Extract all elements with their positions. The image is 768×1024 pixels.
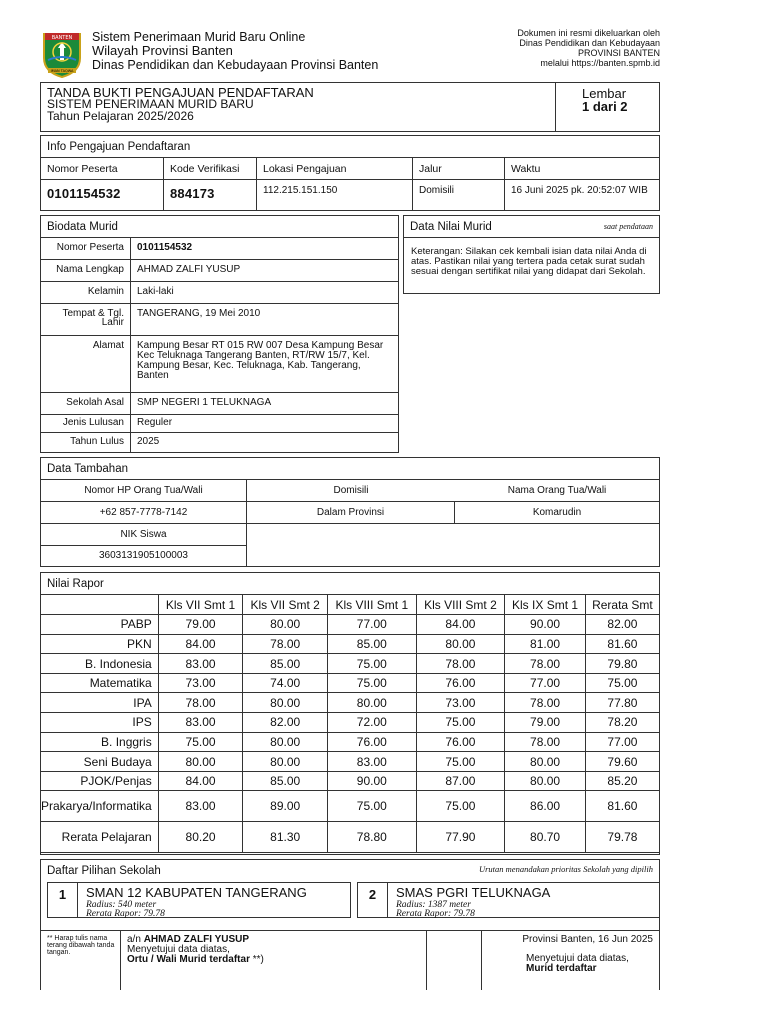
parent-phone-header: Nomor HP Orang Tua/Wali	[41, 480, 247, 502]
subject-name: Rerata Pelajaran	[41, 822, 158, 853]
subject-name: B. Inggris	[41, 732, 158, 752]
info-header: Waktu	[505, 158, 659, 180]
on-behalf-prefix: a/n	[127, 934, 141, 945]
grade-value: 75.00	[585, 673, 659, 693]
grade-value: 78.00	[243, 634, 328, 654]
choice-radius: Radius: 1387 meter	[396, 900, 471, 910]
bio-row	[41, 304, 398, 336]
bio-value: Kampung Besar RT 015 RW 007 Desa Kampung Besar Kec Teluknaga Tangerang Banten, RT/RW 15/7, Kel. Kampung Besar, Kec. Teluknaga, Kab. Tangerang, Banten	[137, 340, 384, 381]
banten-emblem-icon	[40, 30, 84, 78]
column-header: Kls VII Smt 1	[158, 595, 243, 615]
domicile-value: Dalam Provinsi	[247, 502, 455, 524]
submission-info-section	[40, 135, 660, 211]
header-agency: Dinas Pendidikan dan Kebudayaan Provinsi Banten	[92, 58, 379, 72]
subject-name: Seni Budaya	[41, 752, 158, 772]
grade-value: 77.00	[505, 673, 586, 693]
grade-value: 79.78	[585, 822, 659, 853]
grade-value: 80.00	[243, 615, 328, 635]
grade-value: 85.00	[327, 634, 416, 654]
bio-value: 2025	[137, 436, 160, 447]
grade-value: 83.00	[158, 654, 243, 674]
grade-value: 77.90	[416, 822, 505, 853]
grade-value: 78.00	[505, 693, 586, 713]
grade-value: 84.00	[158, 771, 243, 791]
column-header: Rerata Smt	[585, 595, 659, 615]
column-header: Kls VIII Smt 2	[416, 595, 505, 615]
grade-value: 80.20	[158, 822, 243, 853]
bio-row	[41, 433, 398, 452]
grade-value: 78.00	[505, 732, 586, 752]
choice-number: 2	[358, 883, 388, 917]
grade-value: 80.00	[505, 752, 586, 772]
grade-value: 90.00	[505, 615, 586, 635]
bio-row	[41, 336, 398, 393]
subject-name: PKN	[41, 634, 158, 654]
grade-value: 73.00	[416, 693, 505, 713]
grade-value: 84.00	[158, 634, 243, 654]
grade-value: 78.00	[158, 693, 243, 713]
grade-value: 80.00	[243, 752, 328, 772]
header-issuer-agency: Dinas Pendidikan dan Kebudayaan	[519, 38, 660, 48]
student-biodata-section	[40, 215, 399, 453]
info-value: 112.215.151.150	[263, 185, 338, 196]
column-header: Kls VII Smt 2	[243, 595, 328, 615]
signature-section	[40, 930, 660, 990]
section-title: Data Tambahan	[41, 458, 659, 480]
grade-value: 73.00	[158, 673, 243, 693]
grade-value: 79.60	[585, 752, 659, 772]
school-choice-item	[357, 882, 659, 918]
sign-place-date: Provinsi Banten, 16 Jun 2025	[522, 934, 653, 945]
grade-value: 75.00	[327, 791, 416, 822]
grade-value: 75.00	[416, 791, 505, 822]
grade-value: 80.00	[158, 752, 243, 772]
info-waktu	[505, 158, 659, 210]
info-kode-verifikasi	[164, 158, 257, 210]
subject-name: PABP	[41, 615, 158, 635]
choice-number: 1	[48, 883, 78, 917]
grade-value: 80.70	[505, 822, 586, 853]
grade-value: 78.80	[327, 822, 416, 853]
grade-value: 79.00	[158, 615, 243, 635]
bio-label: Nomor Peserta	[41, 238, 131, 259]
subject-name: Prakarya/Informatika	[41, 791, 158, 822]
sheet-label: Lembar	[582, 86, 627, 101]
grade-value: 90.00	[327, 771, 416, 791]
grade-row	[41, 732, 659, 752]
section-title: Nilai Rapor	[41, 573, 659, 595]
grade-row	[41, 615, 659, 635]
choice-average: Rerata Rapor: 79.78	[86, 909, 165, 919]
student-role: Murid terdaftar	[526, 963, 597, 974]
grade-value: 81.00	[505, 634, 586, 654]
parent-approval-text: Menyetujui data diatas,	[127, 944, 230, 955]
bio-label: Sekolah Asal	[41, 393, 131, 414]
grade-value: 89.00	[243, 791, 328, 822]
grade-value: 85.20	[585, 771, 659, 791]
grade-value: 83.00	[327, 752, 416, 772]
domicile-header: Domisili	[247, 480, 455, 502]
grade-value: 87.00	[416, 771, 505, 791]
section-title: Data Nilai Murid	[404, 216, 659, 238]
column-header: Kls VIII Smt 1	[327, 595, 416, 615]
grade-row	[41, 822, 659, 853]
grade-value: 84.00	[416, 615, 505, 635]
report-grades-section	[40, 572, 660, 855]
parent-role: Ortu / Wali Murid terdaftar	[127, 954, 250, 965]
bio-row	[41, 415, 398, 433]
bio-value: 0101154532	[137, 242, 193, 253]
info-value: 884173	[170, 186, 215, 201]
column-header	[41, 595, 158, 615]
bio-label: Kelamin	[41, 282, 131, 303]
bio-row	[41, 238, 398, 260]
grade-value: 86.00	[505, 791, 586, 822]
logo-text-top: BANTEN	[51, 35, 73, 41]
signature-note: ** Harap tulis nama terang dibawah tanda tangan.	[41, 931, 121, 990]
bio-label: Tahun Lulus	[41, 433, 131, 452]
grade-value: 81.60	[585, 791, 659, 822]
parent-name-header: Nama Orang Tua/Wali	[455, 480, 659, 502]
bio-value: AHMAD ZALFI YUSUP	[137, 264, 241, 275]
subject-name: PJOK/Penjas	[41, 771, 158, 791]
grade-value: 83.00	[158, 713, 243, 733]
grade-row	[41, 771, 659, 791]
grade-value: 80.00	[416, 634, 505, 654]
bio-row	[41, 260, 398, 282]
grade-row	[41, 693, 659, 713]
header-issuer-province: PROVINSI BANTEN	[577, 48, 660, 58]
section-title: Info Pengajuan Pendaftaran	[41, 136, 659, 158]
header-issuer-url: melalui https://banten.spmb.id	[540, 58, 660, 68]
bio-value: Laki-laki	[137, 286, 174, 297]
grade-value: 78.00	[505, 654, 586, 674]
grade-row	[41, 752, 659, 772]
grade-value: 75.00	[327, 654, 416, 674]
grade-value: 80.00	[243, 693, 328, 713]
grade-value: 80.00	[243, 732, 328, 752]
bio-label: Jenis Lulusan	[41, 415, 131, 432]
section-title: Daftar Pilihan Sekolah	[47, 865, 161, 877]
grade-value: 77.00	[327, 615, 416, 635]
subject-name: B. Indonesia	[41, 654, 158, 674]
bio-value: SMP NEGERI 1 TELUKNAGA	[137, 397, 272, 408]
choice-school-name: SMAN 12 KABUPATEN TANGERANG	[86, 885, 307, 900]
school-choice-item	[47, 882, 351, 918]
info-lokasi	[257, 158, 413, 210]
document-title-box	[40, 82, 660, 132]
grade-data-note: saat pendataan	[603, 222, 653, 231]
grade-value: 74.00	[243, 673, 328, 693]
parent-role-mark: **)	[252, 954, 264, 965]
document-title: TANDA BUKTI PENGAJUAN PENDAFTARAN	[47, 85, 314, 100]
table-header-row	[41, 595, 659, 615]
parent-signature-block	[121, 931, 427, 990]
choice-average: Rerata Rapor: 79.78	[396, 909, 475, 919]
grade-value: 82.00	[243, 713, 328, 733]
sheet-value: 1 dari 2	[582, 99, 628, 114]
header-region: Wilayah Provinsi Banten	[92, 43, 233, 58]
info-jalur	[413, 158, 505, 210]
subject-name: IPS	[41, 713, 158, 733]
grade-value: 75.00	[327, 673, 416, 693]
info-header: Jalur	[413, 158, 504, 180]
grade-value: 85.00	[243, 654, 328, 674]
info-value: 16 Juni 2025 pk. 20:52:07 WIB	[511, 185, 648, 196]
grade-row	[41, 791, 659, 822]
parent-name-value: Komarudin	[455, 502, 659, 524]
grade-value: 79.00	[505, 713, 586, 733]
header-system-name: Sistem Penerimaan Murid Baru Online	[92, 30, 306, 44]
bio-value: Reguler	[137, 417, 173, 428]
grade-row	[41, 713, 659, 733]
bio-row	[41, 282, 398, 304]
section-title: Biodata Murid	[41, 216, 398, 238]
grade-value: 75.00	[416, 752, 505, 772]
grade-value: 76.00	[416, 673, 505, 693]
info-nomor-peserta	[41, 158, 164, 210]
additional-data-section	[40, 457, 660, 567]
grade-value: 83.00	[158, 791, 243, 822]
grade-value: 80.00	[505, 771, 586, 791]
school-choice-note: Urutan menandakan prioritas Sekolah yang dipilih	[478, 864, 653, 874]
grade-value: 78.20	[585, 713, 659, 733]
bio-value: TANGERANG, 19 Mei 2010	[137, 308, 261, 319]
bio-label: Nama Lengkap	[41, 260, 131, 281]
student-name: AHMAD ZALFI YUSUP	[143, 934, 250, 945]
grade-row	[41, 634, 659, 654]
column-header: Kls IX Smt 1	[505, 595, 586, 615]
grade-value: 78.00	[416, 654, 505, 674]
school-choice-section	[40, 859, 660, 930]
bio-label: Alamat	[41, 336, 131, 392]
grade-value: 76.00	[327, 732, 416, 752]
info-value: Domisili	[419, 185, 454, 196]
bio-row	[41, 393, 398, 415]
grade-value: 81.30	[243, 822, 328, 853]
nik-value: 3603131905100003	[41, 546, 247, 566]
info-value: 0101154532	[47, 186, 121, 201]
grade-value: 76.00	[416, 732, 505, 752]
parent-phone-value: +62 857-7778-7142	[41, 502, 247, 524]
report-grades-table	[41, 595, 659, 853]
bio-label: Tempat & Tgl. Lahir	[41, 304, 131, 335]
document-subtitle: SISTEM PENERIMAAN MURID BARU	[47, 97, 254, 111]
info-header: Lokasi Pengajuan	[257, 158, 412, 180]
document-header	[40, 28, 660, 78]
logo-text-bottom: IMAN TAQWA	[50, 69, 74, 73]
info-header: Nomor Peserta	[41, 158, 163, 180]
grade-data-section	[403, 215, 660, 294]
academic-year: Tahun Pelajaran 2025/2026	[47, 109, 194, 123]
grade-value: 72.00	[327, 713, 416, 733]
grade-value: 77.80	[585, 693, 659, 713]
grade-value: 81.60	[585, 634, 659, 654]
grade-row	[41, 673, 659, 693]
grade-data-remark: Keterangan: Silakan cek kembali isian data nilai Anda di atas. Pastikan nilai yang tertera pada cetak surat sudah sesuai dengan sertifikat nilai yang didapat dari Sekolah.	[411, 246, 647, 277]
student-signature-block	[481, 931, 659, 990]
grade-value: 77.00	[585, 732, 659, 752]
header-issued-by: Dokumen ini resmi dikeluarkan oleh	[517, 28, 660, 38]
choice-radius: Radius: 540 meter	[86, 900, 157, 910]
grade-value: 75.00	[158, 732, 243, 752]
subject-name: Matematika	[41, 673, 158, 693]
nik-header: NIK Siswa	[41, 524, 247, 546]
grade-value: 79.80	[585, 654, 659, 674]
student-approval-text: Menyetujui data diatas,	[526, 953, 629, 964]
subject-name: IPA	[41, 693, 158, 713]
grade-row	[41, 654, 659, 674]
sheet-counter	[555, 83, 659, 131]
choice-school-name: SMAS PGRI TELUKNAGA	[396, 885, 551, 900]
grade-value: 82.00	[585, 615, 659, 635]
grade-value: 80.00	[327, 693, 416, 713]
grade-value: 85.00	[243, 771, 328, 791]
grade-value: 75.00	[416, 713, 505, 733]
info-header: Kode Verifikasi	[164, 158, 256, 180]
